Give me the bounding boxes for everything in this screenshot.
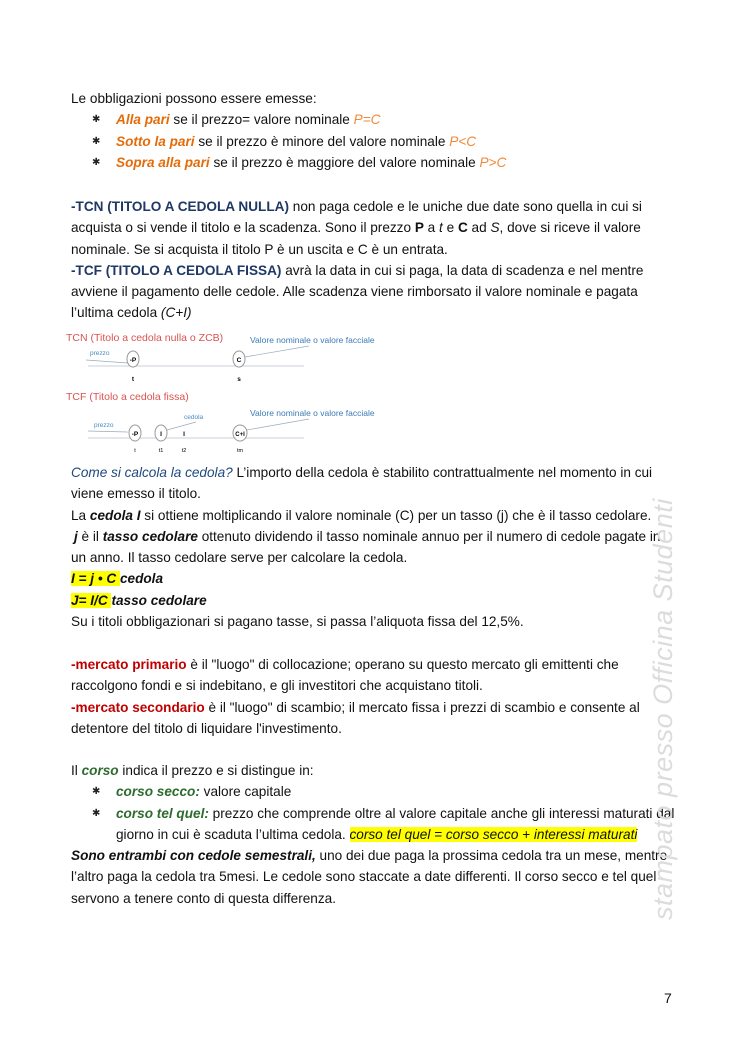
- formula: P<C: [449, 133, 477, 149]
- label: t: [131, 376, 135, 383]
- bullet-icon: ✱: [92, 807, 101, 819]
- label: cedola: [184, 414, 204, 421]
- label: C: [236, 357, 242, 364]
- text: si ottiene moltiplicando il valore nominale (C) per un tasso (j) che è il tasso cedolare.: [140, 507, 652, 523]
- formula: corso tel quel = corso secco + interessi maturati: [349, 826, 638, 842]
- text: è il: [77, 528, 103, 544]
- tasso-definition: [71, 526, 677, 569]
- text: se il prezzo è maggiore del valore nominale: [209, 154, 480, 170]
- term: j: [74, 528, 78, 544]
- list-item: [71, 109, 677, 130]
- valore-nominale-label: Valore nominale o valore facciale: [250, 335, 375, 345]
- tcf-paragraph: [71, 260, 677, 324]
- tax-text: Su i titoli obbligazionari si pagano tasse, si passa l’aliquota fissa del 12,5%.: [71, 614, 524, 630]
- text: ottenuto dividendo il tasso nominale annuo per il numero di cedole pagate in un anno. Il tasso cedolare serve per calcolare la cedola.: [71, 528, 661, 566]
- text: è il "luogo" di collocazione; operano su questo mercato gli emittenti che raccolgono fondi e si indebitano, e gli investitori che acquistano titoli.: [71, 657, 619, 694]
- tcn-tcf-section: [71, 196, 677, 324]
- arrow: [167, 422, 196, 430]
- bullet-icon: ✱: [92, 114, 101, 126]
- valore-nominale-label: Valore nominale o valore facciale: [250, 408, 375, 418]
- mercato-secondario: [71, 697, 677, 740]
- list-item: [71, 131, 677, 152]
- text: avrà la data in cui si paga, la data di scadenza e nel mentre avviene il pagamento delle cedole. Alle scadenza viene rimborsato il valore nominale e pagata l’ultima cedola: [71, 262, 644, 321]
- label: C+I: [235, 432, 245, 438]
- bullet-icon: ✱: [92, 156, 101, 168]
- term: Alla pari: [116, 112, 170, 128]
- label: prezzo: [90, 350, 110, 357]
- mercato-section: [71, 654, 677, 739]
- term: corso secco:: [116, 784, 200, 800]
- term: Sopra alla pari: [116, 154, 210, 170]
- formula: (C+I): [160, 305, 192, 321]
- formula-tasso: [71, 590, 677, 611]
- arrow: [245, 346, 309, 357]
- label: tm: [236, 448, 244, 454]
- bond-timeline-diagram: [64, 328, 404, 454]
- formula: J= I/C: [71, 592, 112, 608]
- term: corso: [81, 763, 119, 778]
- formula: I = j • C: [71, 571, 120, 587]
- text: Il: [71, 763, 82, 778]
- corso-list: [71, 781, 677, 845]
- arrow: [247, 419, 309, 430]
- text: t: [439, 220, 443, 236]
- list-item: [71, 803, 677, 846]
- bullet-icon: ✱: [92, 786, 101, 798]
- corso-intro: [71, 760, 677, 781]
- label: -P: [129, 357, 137, 364]
- label: I: [160, 431, 162, 438]
- watermark: stampato presso Officina Studenti: [648, 498, 678, 920]
- formula: P>C: [479, 154, 507, 170]
- text: se il prezzo= valore nominale: [169, 112, 354, 128]
- term: -mercato secondario: [71, 699, 205, 715]
- term: corso tel quel:: [116, 805, 209, 821]
- text: La: [71, 507, 90, 523]
- term: -mercato primario: [71, 657, 187, 672]
- label: s: [237, 376, 241, 383]
- arrow: [86, 360, 128, 363]
- cedola-definition: [71, 505, 677, 526]
- issue-section: [71, 88, 677, 173]
- tcf-label: -TCF (TITOLO A CEDOLA FISSA): [71, 262, 282, 278]
- page-number: 7: [664, 990, 672, 1006]
- corso-note: [71, 845, 677, 909]
- text: tasso cedolare: [111, 592, 207, 608]
- text: P: [414, 220, 424, 236]
- text: a: [423, 220, 440, 236]
- formula: P=C: [353, 112, 381, 128]
- tcn-diagram-title: TCN (Titolo a cedola nulla o ZCB): [66, 332, 224, 344]
- text: e: [442, 220, 458, 236]
- tcf-diagram-title: TCF (Titolo a cedola fissa): [66, 391, 189, 403]
- text: prezzo che comprende oltre al valore capitale anche gli interessi maturati dal giorno in cui è scaduta l’ultima cedola.: [116, 805, 675, 842]
- cedola-section: [71, 462, 677, 632]
- bullet-icon: ✱: [92, 135, 101, 147]
- text: Sono entrambi con cedole semestrali,: [71, 848, 316, 864]
- mercato-primario: [71, 654, 677, 697]
- list-item: [71, 781, 677, 802]
- text: indica il prezzo e si distingue in:: [118, 763, 314, 778]
- label: t: [134, 448, 136, 454]
- text: S: [490, 220, 500, 236]
- text: valore capitale: [199, 784, 292, 800]
- list-item: [71, 152, 677, 173]
- question: Come si calcola la cedola?: [71, 465, 233, 480]
- corso-section: [71, 760, 677, 909]
- intro-text: Le obbligazioni possono essere emesse:: [71, 91, 317, 106]
- text: , dove si riceve il valore nominale. Se si acquista il titolo P è un uscita e C è un entrata.: [71, 220, 641, 257]
- formula-cedola: [71, 568, 677, 589]
- term: cedola I: [89, 507, 141, 523]
- label: prezzo: [94, 422, 114, 429]
- cedola-question-paragraph: [71, 462, 677, 505]
- text: è il "luogo" di scambio; il mercato fissa i prezzi di scambio e consente al detentore del titolo di liquidare l'investimento.: [71, 699, 640, 736]
- term: Sotto la pari: [116, 133, 195, 149]
- label: t2: [181, 448, 187, 454]
- issue-type-list: [71, 109, 677, 173]
- tcn-paragraph: [71, 196, 677, 260]
- text: uno dei due paga la prossima cedola tra un mese, mentre l’altro paga la cedola tra 5mesi. Le cedole sono staccate a date differenti. Il corso secco e tel quel servono a tenere conto di questa differenza.: [71, 848, 668, 906]
- tcn-label: -TCN (TITOLO A CEDOLA NULLA): [71, 199, 289, 214]
- text: ad: [467, 220, 491, 236]
- text: cedola: [119, 571, 164, 587]
- term: tasso cedolare: [102, 528, 198, 544]
- label: t1: [158, 448, 164, 454]
- text: se il prezzo è minore del valore nominale: [194, 133, 450, 149]
- label: I: [183, 431, 185, 438]
- text: non paga cedole e le uniche due date sono quella in cui si acquista o si vende il titolo e la scadenza. Sono il prezzo: [71, 199, 642, 236]
- arrow: [88, 431, 128, 432]
- text: L’importo della cedola è stabilito contrattualmente nel momento in cui viene emesso il titolo.: [71, 465, 653, 502]
- text: C: [457, 220, 468, 236]
- label: -P: [131, 431, 139, 438]
